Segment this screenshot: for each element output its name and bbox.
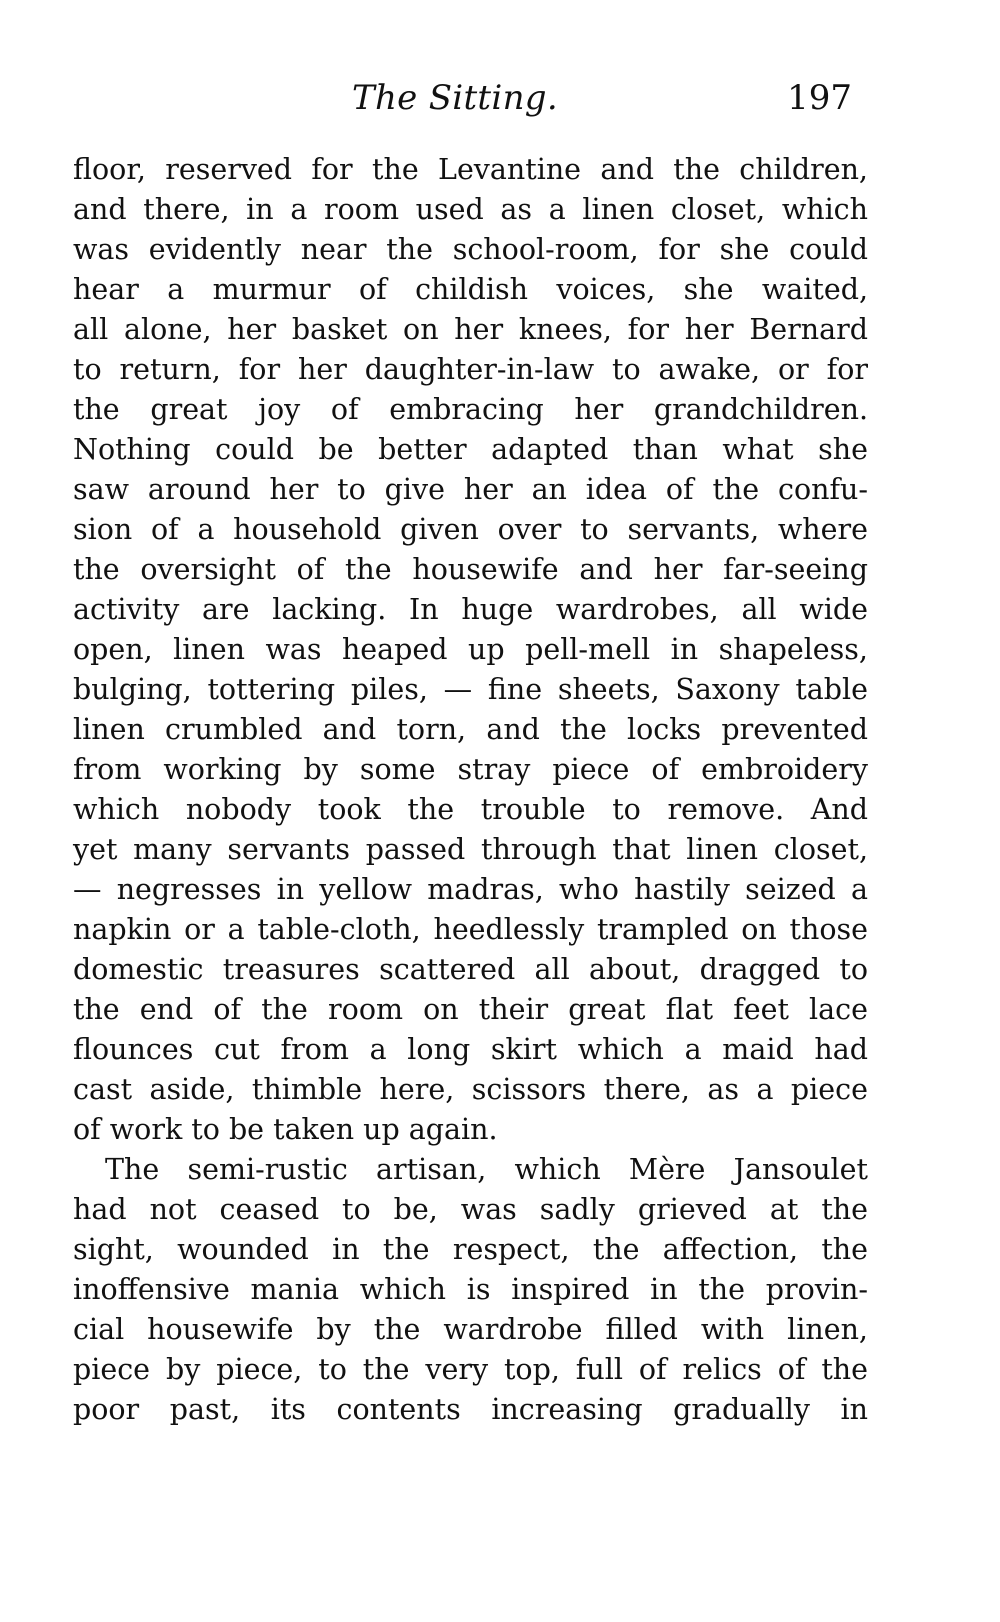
text-line: to return, for her daughter-in-law to awake, or for: [73, 353, 868, 386]
text-line: the end of the room on their great flat feet lace: [73, 993, 868, 1026]
text-line: open, linen was heaped up pell-mell in shapeless,: [73, 633, 868, 666]
page-header: [72, 78, 852, 128]
text-line: yet many servants passed through that linen closet,: [73, 833, 868, 866]
text-line: had not ceased to be, was sadly grieved at the: [73, 1193, 868, 1226]
body-text: [73, 150, 868, 1430]
text-line: sight, wounded in the respect, the affection, the: [73, 1233, 868, 1266]
text-line: domestic treasures scattered all about, dragged to: [73, 953, 868, 986]
text-line: saw around her to give her an idea of the confu-: [73, 473, 868, 506]
text-line: — negresses in yellow madras, who hastily seized a: [73, 873, 868, 906]
text-line: hear a murmur of childish voices, she waited,: [73, 273, 868, 306]
text-line: from working by some stray piece of embroidery: [73, 753, 868, 786]
text-line: the oversight of the housewife and her far-seeing: [73, 553, 868, 586]
running-title: The Sitting.: [352, 78, 558, 118]
text-line: piece by piece, to the very top, full of relics of the: [73, 1353, 868, 1386]
text-line: bulging, tottering piles, — fine sheets, Saxony table: [73, 673, 868, 706]
text-line: flounces cut from a long skirt which a maid had: [73, 1033, 868, 1066]
text-line: linen crumbled and torn, and the locks prevented: [73, 713, 868, 746]
paragraph-start-line: The semi-rustic artisan, which Mère Jansoulet: [105, 1153, 868, 1186]
text-line: floor, reserved for the Levantine and the children,: [73, 153, 868, 186]
paragraph-end-line: of work to be taken up again.: [73, 1113, 498, 1146]
text-line: napkin or a table-cloth, heedlessly trampled on those: [73, 913, 868, 946]
text-line: Nothing could be better adapted than what she: [73, 433, 868, 466]
text-line: activity are lacking. In huge wardrobes, all wide: [73, 593, 868, 626]
text-line: which nobody took the trouble to remove. And: [73, 793, 868, 826]
text-line: was evidently near the school-room, for she could: [73, 233, 868, 266]
text-line: all alone, her basket on her knees, for her Bernard: [73, 313, 868, 346]
text-line: the great joy of embracing her grandchildren.: [73, 393, 868, 426]
text-line: cial housewife by the wardrobe filled with linen,: [73, 1313, 868, 1346]
text-line: cast aside, thimble here, scissors there, as a piece: [73, 1073, 868, 1106]
text-line: poor past, its contents increasing gradually in: [73, 1393, 868, 1426]
text-line: and there, in a room used as a linen closet, which: [73, 193, 868, 226]
text-line: inoffensive mania which is inspired in the provin-: [73, 1273, 868, 1306]
page-number: 197: [787, 78, 852, 118]
text-line: sion of a household given over to servants, where: [73, 513, 868, 546]
